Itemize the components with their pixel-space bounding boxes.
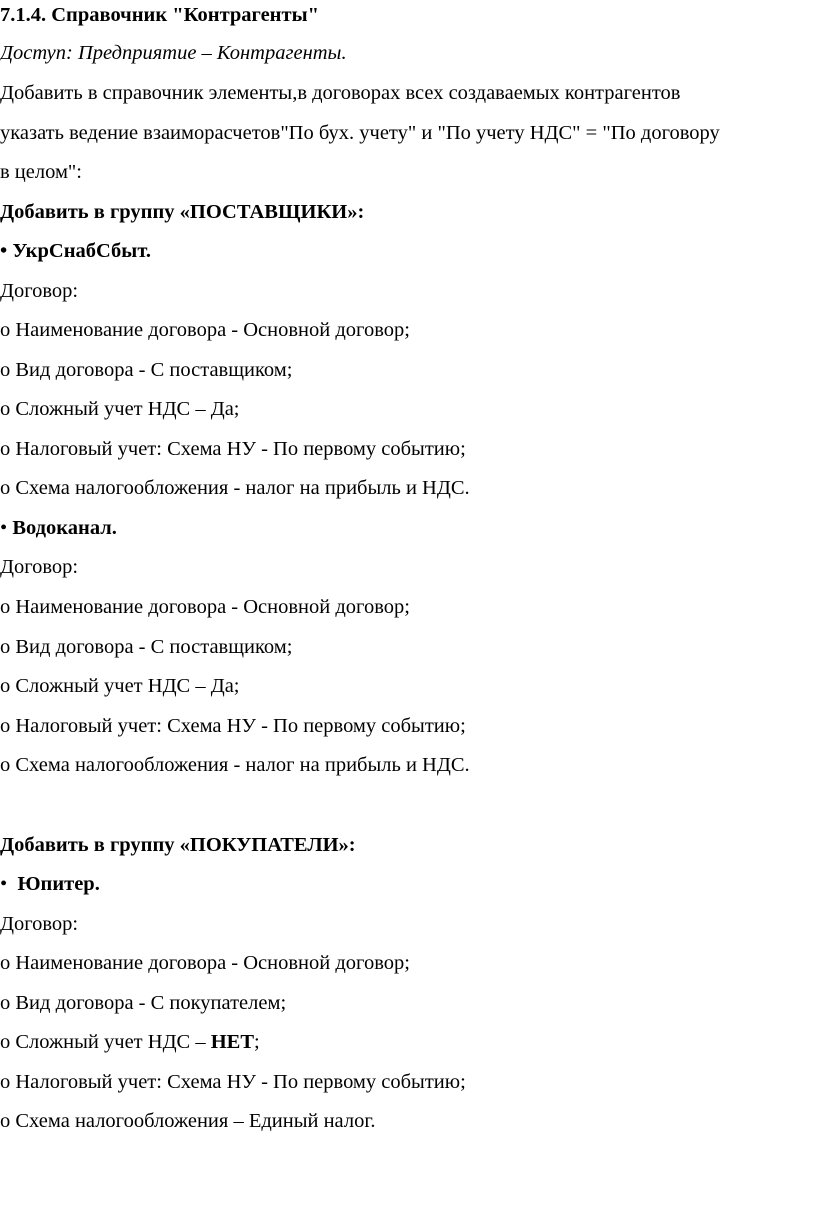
list-item: o Схема налогообложения - налог на прибыль и НДС. — [0, 754, 470, 776]
list-item: o Сложный учет НДС – Да; — [0, 675, 240, 697]
intro-line-3: в целом": — [0, 161, 82, 183]
counterparty-name: Водоканал. — [12, 517, 117, 539]
counterparty-name: УкрСнабСбыт. — [12, 240, 151, 262]
list-item: o Наименование договора - Основной договор; — [0, 596, 410, 618]
counterparty-name: Юпитер. — [17, 873, 100, 895]
supplier-2-name — [0, 515, 816, 541]
buyer-1-name — [0, 871, 816, 897]
list-item: o Наименование договора - Основной договор; — [0, 952, 410, 974]
list-item: o Налоговый учет: Схема НУ - По первому событию; — [0, 715, 466, 737]
list-item: o Схема налогообложения – Единый налог. — [0, 1110, 376, 1132]
contract-label: Договор: — [0, 556, 79, 578]
bullet: • — [0, 873, 8, 895]
intro-line-1: Добавить в справочник элементы,в договорах всех создаваемых контрагентов — [0, 82, 681, 104]
list-item: o Вид договора - С поставщиком; — [0, 359, 293, 381]
vat-value: НЕТ — [210, 1031, 255, 1053]
list-item — [0, 1029, 816, 1055]
suppliers-group-heading: Добавить в группу «ПОСТАВЩИКИ»: — [0, 201, 365, 223]
list-item: o Наименование договора - Основной договор; — [0, 319, 410, 341]
list-item: o Налоговый учет: Схема НУ - По первому событию; — [0, 438, 466, 460]
bullet: • — [0, 517, 8, 539]
list-item: o Налоговый учет: Схема НУ - По первому событию; — [0, 1071, 466, 1093]
buyers-group-heading: Добавить в группу «ПОКУПАТЕЛИ»: — [0, 834, 356, 856]
list-item: o Сложный учет НДС – Да; — [0, 398, 240, 420]
item-text: o Сложный учет НДС – — [0, 1031, 211, 1053]
access-path: Доступ: Предприятие – Контрагенты. — [0, 42, 347, 64]
list-item: o Вид договора - С поставщиком; — [0, 636, 293, 658]
list-item: o Схема налогообложения - налог на прибыль и НДС. — [0, 477, 470, 499]
bullet: • — [0, 240, 8, 262]
contract-label: Договор: — [0, 280, 79, 302]
contract-label: Договор: — [0, 913, 79, 935]
intro-line-2: указать ведение взаиморасчетов"По бух. учету" и "По учету НДС" = "По договору — [0, 122, 720, 144]
list-item: o Вид договора - С покупателем; — [0, 992, 287, 1014]
item-suffix: ; — [254, 1031, 260, 1053]
supplier-1-name — [0, 238, 816, 264]
section-heading: 7.1.4. Справочник "Контрагенты" — [0, 4, 319, 26]
